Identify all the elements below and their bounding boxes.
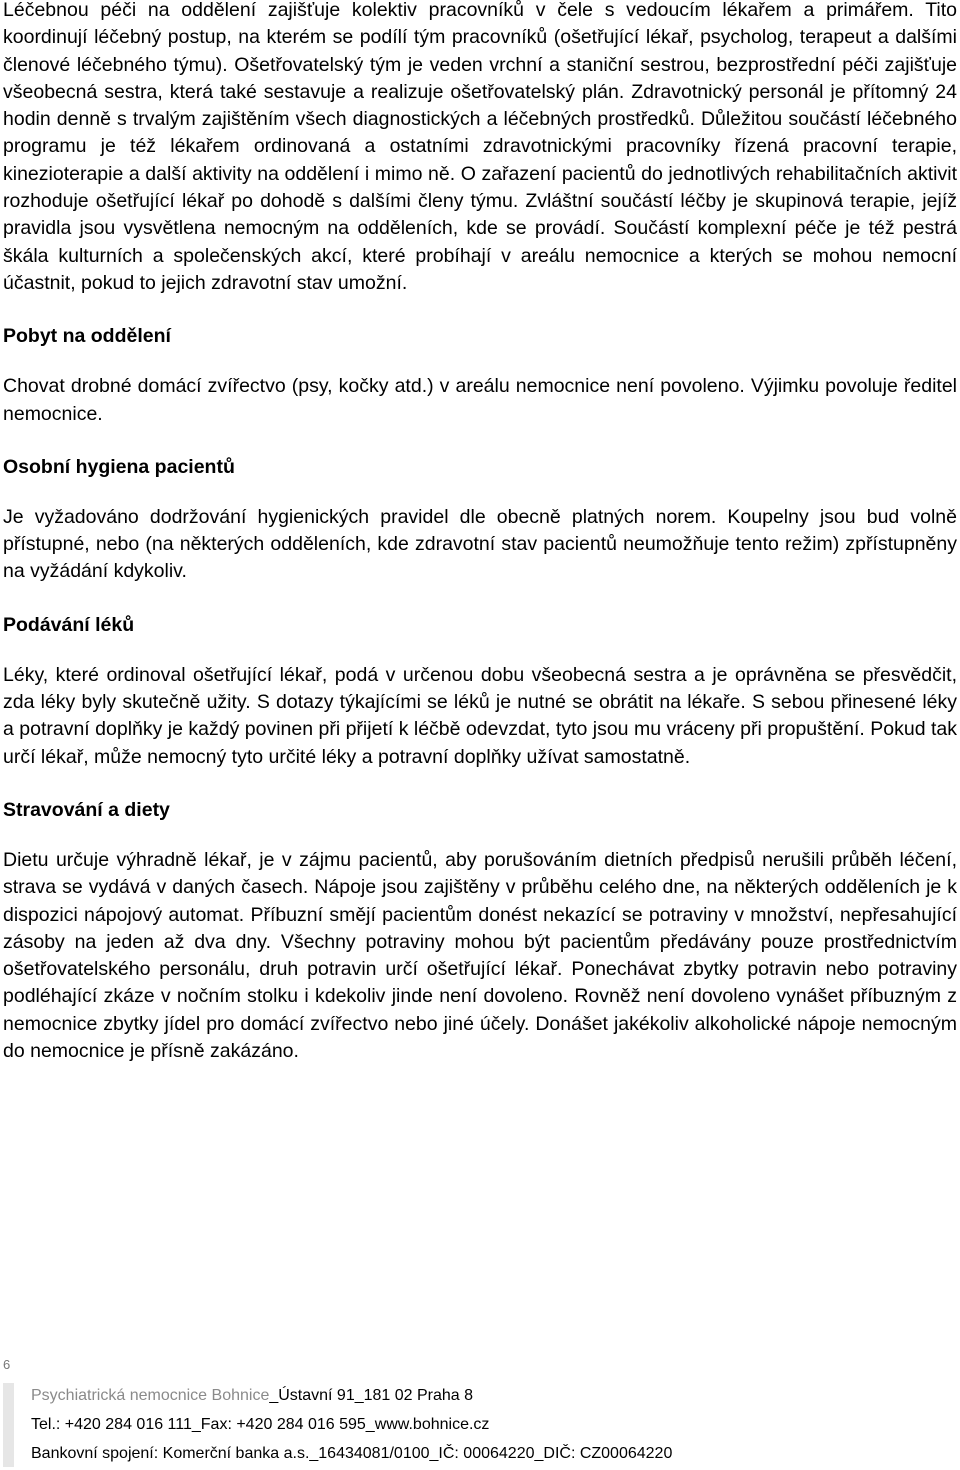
section-text-hygiena: Je vyžadováno dodržování hygienických pravidel dle obecně platných norem. Koupelny jsou bud volně přístupné, nebo (na některých odděleních, kde zdravotní stav pacientů neumožňuje tento režim) zpřístupněny na vyžádání kdykoliv.: [3, 505, 957, 583]
footer-contacts: Tel.: +420 284 016 111_Fax: +420 284 016 595_www.bohnice.cz: [31, 1416, 490, 1433]
section-heading-stravovani: Stravování a diety: [3, 798, 170, 821]
intro-paragraph: Léčebnou péči na oddělení zajišťuje kolektiv pracovníků v čele s vedoucím lékařem a primářem. Tito koordinují léčebný postup, na kterém se podílí tým pracovníků (ošetřující lékař, psycholog, terapeut a dalšími členové léčebného týmu). Ošetřovatelský tým je veden vrchní a staniční sestrou, bezprostřední péči zajišťuje všeobecná sestra, která také sestavuje a realizuje ošetřovatelský plán. Zdravotnický personál je přítomný 24 hodin denně s trvalým zajištěním všech diagnostických a léčebných prostředků. Důležitou součástí léčebného programu je též lékařem ordinovaná a ostatními zdravotnickými pracovníky řízená pracovní terapie, kinezioterapie a další aktivity na oddělení i mimo ně. O zařazení pacientů do jednotlivých rehabilitačních aktivit rozhoduje ošetřující lékař po dohodě s dalšími členy týmu. Zvláštní součástí léčby je skupinová terapie, jejíž pravidla jsou vysvětlena nemocným na odděleních, kde se provádí. Součástí komplexní péče je též pestrá škála kulturních a společenských akcí, které probíhají v areálu nemocnice a kterých se mohou nemocní účastnit, pokud to jejich zdravotní stav umožní.: [3, 0, 957, 294]
page-footer: [31, 1383, 931, 1470]
section-heading-leky: Podávání léků: [3, 613, 135, 636]
section-text-leky: Léky, které ordinoval ošetřující lékař, podá v určenou dobu všeobecná sestra a je oprávněna se přesvědčit, zda léky byly skutečně užity. S dotazy týkajícími se léků je nutné se obrátit na lékaře. S sebou přinesené léky a potravní doplňky je každý povinen při přijetí k léčbě odevzdat, tyto jsou mu vráceny při propuštění. Pokud tak určí lékař, může nemocný tyto určité léky a potravní doplňky užívat samostatně.: [3, 663, 957, 768]
section-text-pobyt: Chovat drobné domácí zvířectvo (psy, kočky atd.) v areálu nemocnice není povoleno. Výjimku povoluje ředitel nemocnice.: [3, 375, 957, 425]
footer-org-name: Psychiatrická nemocnice Bohnice: [31, 1387, 270, 1404]
footer-bank: Bankovní spojení: Komerční banka a.s._16434081/0100_IČ: 00064220_DIČ: CZ00064220: [31, 1445, 673, 1462]
section-heading-hygiena: Osobní hygiena pacientů: [3, 455, 235, 478]
section-text-stravovani: Dietu určuje výhradně lékař, je v zájmu pacientů, aby porušováním dietních předpisů nerušili průběh léčení, strava se vydává v daných časech. Nápoje jsou zajištěny v průběhu celého dne, na některých odděleních je k dispozici nápojový automat. Příbuzní smějí pacientům donést nekazící se potraviny v množství, nepřesahující zásoby na jeden až dva dny. Všechny potraviny mohou být pacientům předávány pouze prostřednictvím ošetřovatelského personálu, druh potravin určí ošetřující lékař. Ponechávat zbytky potravin nebo potraviny podléhající zkáze v nočním stolku i kdekoliv jinde není dovoleno. Rovněž není dovoleno vynášet příbuzným z nemocnice zbytky jídel pro domácí zvířectvo nebo jiné účely. Donášet jakékoliv alkoholické nápoje nemocným do nemocnice je přísně zakázáno.: [3, 848, 957, 1063]
footer-address-line: [31, 1383, 931, 1412]
footer-address: _Ústavní 91_181 02 Praha 8: [269, 1387, 474, 1404]
document-body: [3, 0, 957, 1065]
page-number: 6: [3, 1357, 11, 1372]
footer-accent-bar: [3, 1383, 14, 1467]
section-heading-pobyt: Pobyt na oddělení: [3, 325, 171, 348]
